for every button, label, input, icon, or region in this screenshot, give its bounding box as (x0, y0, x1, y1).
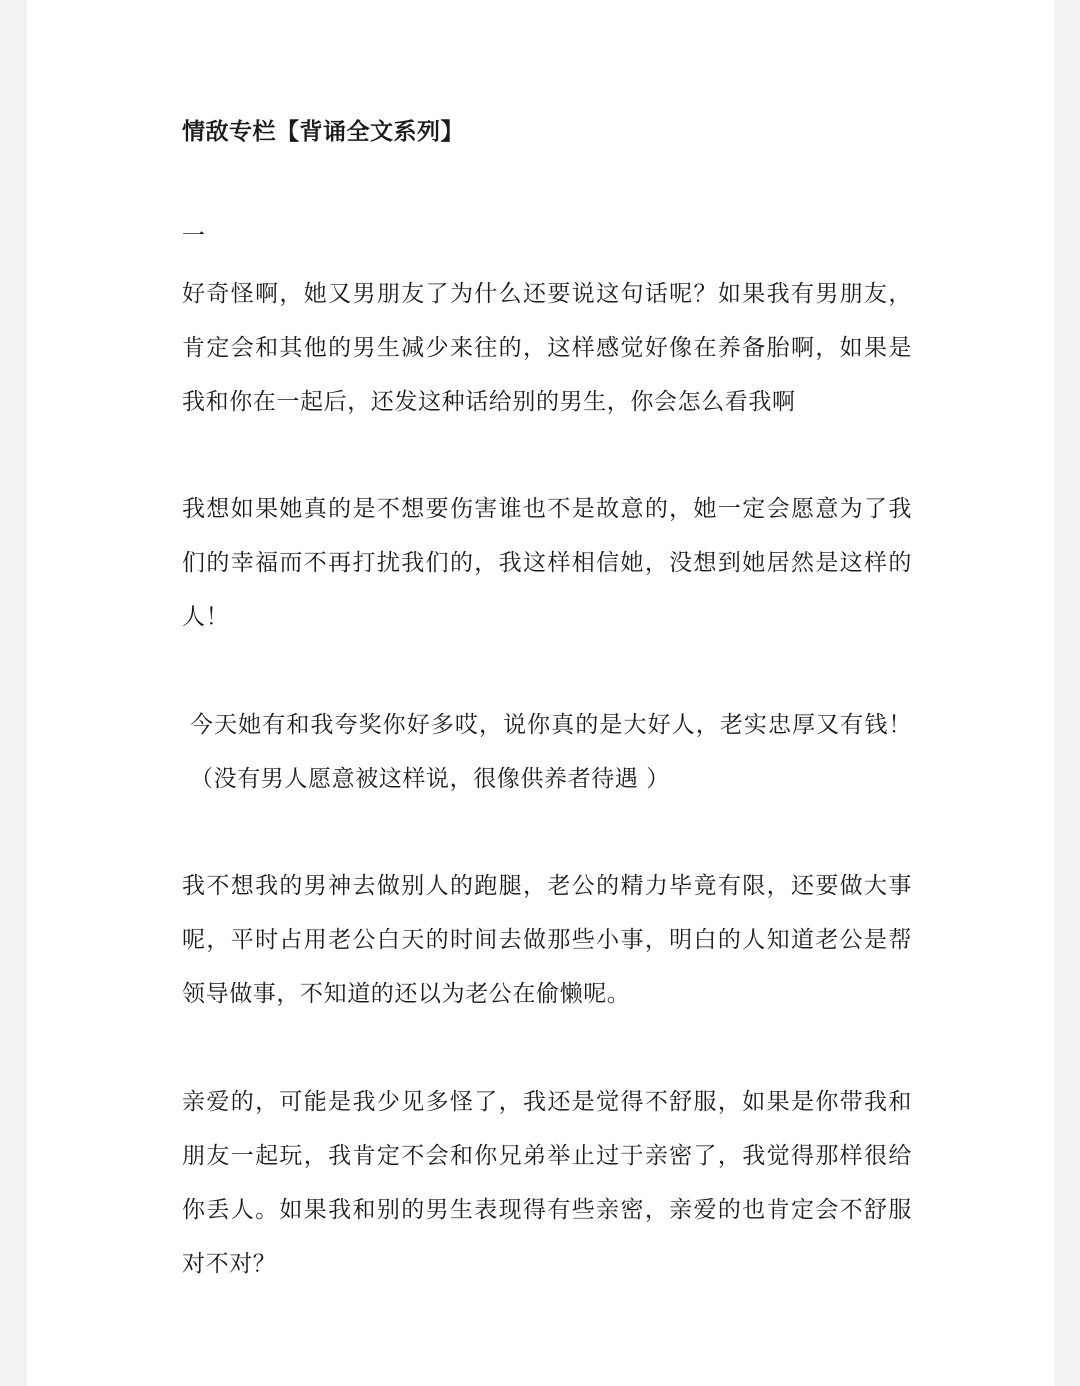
section-marker: 一 (182, 223, 205, 249)
document-page (27, 0, 1055, 1386)
document-title: 情敌专栏【背诵全文系列】 (182, 118, 464, 145)
paragraph-1: 好奇怪啊，她又男朋友了为什么还要说这句话呢？如果我有男朋友，肯定会和其他的男生减少来往的，这样感觉好像在养备胎啊，如果是我和你在一起后，还发这种话给别的男生，你会怎么看我啊 (182, 281, 912, 415)
paragraph-2: 我想如果她真的是不想要伤害谁也不是故意的，她一定会愿意为了我们的幸福而不再打扰我们的，我这样相信她，没想到她居然是这样的人！ (182, 496, 912, 630)
paragraph-4: 我不想我的男神去做别人的跑腿，老公的精力毕竟有限，还要做大事呢，平时占用老公白天的时间去做那些小事，明白的人知道老公是帮领导做事，不知道的还以为老公在偷懒呢。 (182, 873, 912, 1007)
paragraph-3: 今天她有和我夸奖你好多哎，说你真的是大好人，老实忠厚又有钱！（没有男人愿意被这样说，很像供养者待遇 ） (190, 712, 912, 792)
paragraph-5: 亲爱的，可能是我少见多怪了，我还是觉得不舒服，如果是你带我和朋友一起玩，我肯定不会和你兄弟举止过于亲密了，我觉得那样很给你丢人。如果我和别的男生表现得有些亲密，亲爱的也肯定会不舒服对不对？ (182, 1089, 912, 1277)
